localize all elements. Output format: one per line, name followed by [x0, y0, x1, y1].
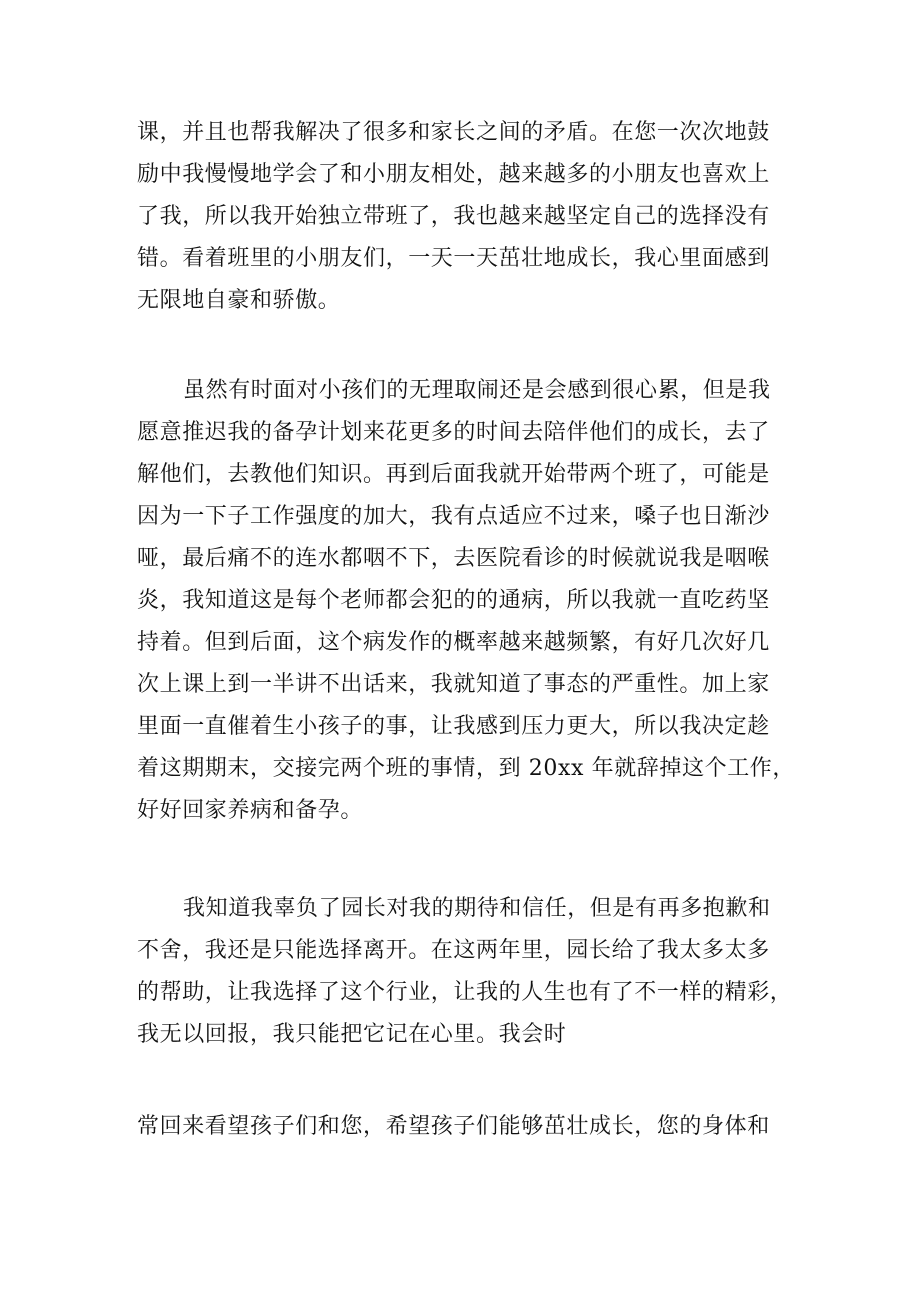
text-line: 无限地自豪和骄傲。 [137, 288, 341, 313]
text-line: 好好回家养病和备孕。 [137, 798, 364, 823]
text-line: 次上课上到一半讲不出话来，我就知道了事态的严重性。加上家 [137, 672, 770, 697]
text-line: 解他们，去教他们知识。再到后面我就开始带两个班了，可能是 [137, 462, 770, 487]
text-line: 的帮助，让我选择了这个行业，让我的人生也有了不一样的精彩， [137, 980, 793, 1005]
text-line: 错。看着班里的小朋友们，一天一天茁壮地成长，我心里面感到 [137, 246, 770, 271]
paragraph-illness [137, 370, 795, 832]
text-line: 了我，所以我开始独立带班了，我也越来越坚定自己的选择没有 [137, 204, 770, 229]
text-line: 持着。但到后面，这个病发作的概率越来越频繁，有好几次好几 [137, 630, 770, 655]
text-line: 因为一下子工作强度的加大，我有点适应不过来，嗓子也日渐沙 [137, 504, 770, 529]
paragraph-closing [137, 1106, 787, 1148]
text-line: 课，并且也帮我解决了很多和家长之间的矛盾。在您一次次地鼓 [137, 120, 770, 145]
text-line: 励中我慢慢地学会了和小朋友相处，越来越多的小朋友也喜欢上 [137, 162, 770, 187]
text-line: 不舍，我还是只能选择离开。在这两年里，园长给了我太多太多 [137, 938, 770, 963]
paragraph-gratitude [137, 888, 793, 1056]
paragraph-continued [137, 112, 787, 322]
text-line: 常回来看望孩子们和您，希望孩子们能够茁壮成长，您的身体和 [137, 1114, 770, 1139]
text-line: 炎，我知道这是每个老师都会犯的的通病，所以我就一直吃药坚 [137, 588, 770, 613]
text-line: 愿意推迟我的备孕计划来花更多的时间去陪伴他们的成长，去了 [137, 420, 770, 445]
text-line: 哑，最后痛不的连水都咽不下，去医院看诊的时候就说我是咽喉 [137, 546, 770, 571]
text-line: 我无以回报，我只能把它记在心里。我会时 [137, 1022, 567, 1047]
text-line: 我知道我辜负了园长对我的期待和信任，但是有再多抱歉和 [183, 896, 771, 921]
text-line: 着这期期末，交接完两个班的事情，到 20xx 年就辞掉这个工作， [137, 756, 795, 781]
text-line: 里面一直催着生小孩子的事，让我感到压力更大，所以我决定趁 [137, 714, 770, 739]
text-line: 虽然有时面对小孩们的无理取闹还是会感到很心累，但是我 [183, 378, 771, 403]
